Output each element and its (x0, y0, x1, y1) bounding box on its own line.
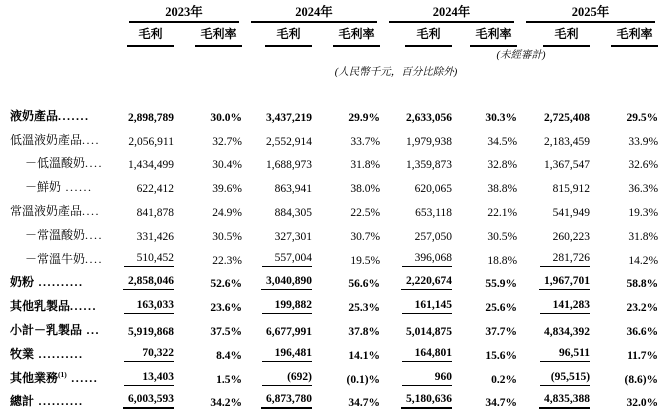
gross-margin-value-cell (174, 127, 242, 151)
cell-value: 22.1% (487, 206, 518, 219)
gross-margin-column-header: 毛利率 (452, 23, 517, 47)
year-header-2025: 2025年 (517, 2, 658, 23)
row-label: －常溫酸奶 (25, 227, 86, 242)
row-label-cell (8, 127, 120, 151)
year-header-2023: 2023年 (120, 2, 242, 23)
gross-margin-value-cell (312, 198, 380, 222)
gross-margin-value-cell (174, 317, 242, 341)
gross-margin-value-cell (452, 246, 517, 270)
cell-value: 52.6% (210, 278, 243, 291)
gross-profit-value-cell (120, 127, 174, 151)
gross-profit-value-cell (242, 127, 312, 151)
gross-margin-value-cell (590, 246, 658, 270)
gross-margin-value-cell (174, 246, 242, 270)
gross-margin-value-cell (174, 151, 242, 175)
dot-leader: .... (85, 156, 104, 171)
cell-value: 32.8% (487, 159, 518, 172)
cell-value: 2,858,046 (123, 275, 174, 290)
table-row (8, 103, 658, 127)
row-label-cell (8, 222, 120, 246)
gross-margin-column-header: 毛利率 (312, 23, 380, 47)
gross-profit-value-cell (120, 317, 174, 341)
gross-margin-value-cell (312, 246, 380, 270)
table-body (8, 103, 658, 412)
gross-profit-value-cell (242, 222, 312, 246)
unaudited-note: (未經審計) (496, 50, 546, 61)
gross-profit-value-cell (120, 222, 174, 246)
gross-profit-value-cell (380, 198, 452, 222)
gross-profit-value-cell (242, 198, 312, 222)
row-label: －低溫酸奶 (25, 156, 86, 171)
gross-profit-column-header: 毛利 (380, 23, 452, 47)
gross-margin-value-cell (312, 151, 380, 175)
cell-value: 30.3% (485, 111, 518, 124)
row-label-cell (8, 103, 120, 127)
gross-margin-value-cell (452, 317, 517, 341)
dot-leader: ...... (70, 299, 98, 314)
table-row (8, 174, 658, 198)
gross-profit-value-cell (242, 246, 312, 270)
cell-value: 2,056,911 (128, 135, 174, 148)
cell-value: 14.1% (348, 349, 381, 362)
currency-note-row (8, 62, 658, 79)
gross-profit-value-cell (120, 151, 174, 175)
gross-margin-value-cell (452, 103, 517, 127)
cell-value: 541,949 (552, 206, 591, 219)
gross-margin-value-cell (590, 222, 658, 246)
row-label-cell (8, 151, 120, 175)
cell-value: 25.6% (485, 302, 518, 315)
gross-profit-value-cell (517, 317, 590, 341)
gross-profit-column-header: 毛利 (517, 23, 590, 47)
dot-leader: ....... (58, 108, 90, 123)
gross-profit-column-header: 毛利 (120, 23, 174, 47)
gross-margin-value-cell (590, 174, 658, 198)
cell-value: 22.5% (350, 206, 381, 219)
gross-profit-value-cell (517, 103, 590, 127)
gross-margin-value-cell (590, 365, 658, 389)
cell-value: 19.5% (350, 254, 381, 267)
row-label: 低溫液奶產品 (10, 132, 83, 147)
cell-value: 11.7% (627, 349, 659, 362)
gross-margin-value-cell (590, 341, 658, 365)
dot-leader: ... (82, 322, 101, 337)
row-label-cell (8, 174, 120, 198)
gross-profit-value-cell (242, 341, 312, 365)
cell-value: 39.6% (212, 183, 243, 196)
cell-value: 29.5% (626, 111, 659, 124)
cell-value: 1,434,499 (128, 159, 174, 172)
table-row (8, 270, 658, 294)
gross-profit-value-cell (517, 365, 590, 389)
cell-value: 31.8% (628, 230, 659, 243)
cell-value: 5,919,868 (128, 325, 174, 338)
gross-margin-value-cell (452, 127, 517, 151)
gross-profit-value-cell (517, 127, 590, 151)
cell-value: 2,725,408 (544, 111, 591, 124)
cell-value: 34.7% (485, 397, 518, 410)
gross-margin-column-header: 毛利率 (174, 23, 242, 47)
cell-value: 199,882 (262, 299, 312, 314)
cell-value: 25.3% (348, 302, 381, 315)
cell-value: 653,118 (415, 206, 453, 219)
cell-value: 5,180,636 (401, 393, 452, 409)
gross-profit-value-cell (120, 341, 174, 365)
cell-value: 163,033 (124, 299, 174, 314)
gross-margin-value-cell (312, 174, 380, 198)
gross-profit-column-header: 毛利 (242, 23, 312, 47)
gross-profit-value-cell (120, 174, 174, 198)
header-spacer (8, 79, 658, 103)
gross-margin-value-cell (452, 198, 517, 222)
gross-margin-value-cell (590, 389, 658, 413)
cell-value: 18.8% (487, 254, 518, 267)
row-label: 其他業務 (10, 370, 59, 385)
gross-profit-value-cell (380, 174, 452, 198)
cell-value: 6,873,780 (261, 393, 312, 409)
unaudited-note-row (8, 47, 658, 62)
table-row (8, 293, 658, 317)
gross-margin-value-cell (174, 174, 242, 198)
gross-margin-value-cell (312, 317, 380, 341)
cell-value: 96,511 (540, 347, 590, 362)
cell-value: 3,040,890 (261, 275, 312, 290)
dot-leader: .... (85, 227, 104, 242)
gross-margin-value-cell (452, 222, 517, 246)
gross-profit-value-cell (380, 246, 452, 270)
row-label-cell (8, 389, 120, 413)
cell-value: 34.7% (348, 397, 381, 410)
cell-value: 14.2% (628, 254, 659, 267)
gross-profit-value-cell (120, 293, 174, 317)
cell-value: 36.3% (628, 183, 659, 196)
dot-leader: .... (82, 203, 101, 218)
row-label: －鮮奶 (25, 180, 62, 195)
row-label-cell (8, 246, 120, 270)
dot-leader: .......... (34, 346, 84, 361)
dot-leader: ...... (61, 180, 93, 195)
cell-value: 37.5% (210, 325, 243, 338)
cell-value: 55.9% (485, 278, 518, 291)
gross-margin-value-cell (312, 103, 380, 127)
gross-profit-value-cell (380, 365, 452, 389)
gross-margin-value-cell (590, 317, 658, 341)
cell-value: 6,003,593 (123, 393, 174, 409)
gross-margin-value-cell (452, 151, 517, 175)
cell-value: 29.9% (348, 111, 381, 124)
cell-value: (0.1)% (346, 373, 381, 386)
row-label-cell (8, 341, 120, 365)
gross-profit-value-cell (517, 151, 590, 175)
cell-value: 161,145 (402, 299, 452, 314)
cell-value: 58.8% (626, 278, 659, 291)
gross-margin-value-cell (174, 222, 242, 246)
gross-profit-value-cell (380, 293, 452, 317)
cell-value: 1,979,938 (406, 135, 453, 148)
row-label: 小計－乳製品 (10, 322, 83, 337)
cell-value: 24.9% (212, 206, 243, 219)
cell-value: 23.6% (210, 302, 243, 315)
cell-value: 37.7% (485, 325, 518, 338)
cell-value: 164,801 (402, 347, 452, 362)
row-label: 牧業 (10, 346, 35, 361)
cell-value: 622,412 (136, 183, 174, 196)
label-column-header (8, 2, 120, 23)
gross-margin-value-cell (312, 127, 380, 151)
dot-leader: .... (85, 251, 104, 266)
cell-value: 327,301 (274, 230, 313, 243)
gross-profit-value-cell (120, 198, 174, 222)
row-label-cell (8, 198, 120, 222)
gross-margin-value-cell (312, 365, 380, 389)
gross-profit-value-cell (380, 127, 452, 151)
cell-value: 32.7% (212, 135, 243, 148)
cell-value: 22.3% (212, 254, 243, 267)
cell-value: 4,834,392 (544, 325, 591, 338)
gross-margin-value-cell (452, 365, 517, 389)
cell-value: 281,726 (540, 252, 590, 267)
gross-margin-value-cell (590, 270, 658, 294)
year-header-2024-interim: 2024年 (380, 2, 517, 23)
gross-profit-value-cell (380, 151, 452, 175)
gross-margin-value-cell (312, 222, 380, 246)
cell-value: 1,688,973 (266, 159, 313, 172)
cell-value: 70,322 (124, 347, 174, 362)
gross-profit-value-cell (517, 222, 590, 246)
cell-value: (95,515) (540, 371, 590, 386)
row-label-cell (8, 317, 120, 341)
cell-value: 23.2% (626, 302, 659, 315)
gross-margin-value-cell (590, 151, 658, 175)
cell-value: 30.0% (210, 111, 243, 124)
cell-value: 2,633,056 (406, 111, 453, 124)
table-row (8, 341, 658, 365)
cell-value: 841,878 (136, 206, 174, 219)
cell-value: 5,014,875 (406, 325, 453, 338)
financial-document-page (0, 2, 660, 415)
footnote-marker: (1) (58, 369, 67, 379)
cell-value: (692) (262, 371, 312, 386)
cell-value: 815,912 (552, 183, 591, 196)
gross-profit-value-cell (517, 270, 590, 294)
gross-margin-column-header: 毛利率 (590, 23, 658, 47)
cell-value: 331,426 (136, 230, 174, 243)
cell-value: 196,481 (262, 347, 312, 362)
gross-margin-value-cell (452, 389, 517, 413)
gross-margin-value-cell (174, 293, 242, 317)
gross-margin-value-cell (174, 103, 242, 127)
gross-margin-value-cell (312, 293, 380, 317)
gross-profit-value-cell (380, 389, 452, 413)
column-header-row (8, 23, 658, 47)
cell-value: 34.5% (487, 135, 518, 148)
cell-value: 620,065 (414, 183, 453, 196)
gross-margin-value-cell (452, 174, 517, 198)
table-row (8, 151, 658, 175)
gross-profit-value-cell (380, 341, 452, 365)
gross-margin-value-cell (174, 365, 242, 389)
dot-leader: .......... (34, 275, 84, 290)
cell-value: 30.5% (212, 230, 243, 243)
cell-value: 31.8% (350, 159, 381, 172)
dot-leader: ...... (66, 370, 99, 385)
gross-profit-value-cell (242, 270, 312, 294)
table-row (8, 389, 658, 413)
gross-margin-value-cell (452, 341, 517, 365)
gross-profit-value-cell (380, 103, 452, 127)
gross-profit-value-cell (120, 389, 174, 413)
gross-profit-value-cell (517, 389, 590, 413)
year-header-row (8, 2, 658, 23)
row-label: 奶粉 (10, 275, 35, 290)
gross-profit-table (8, 2, 658, 412)
gross-profit-value-cell (120, 365, 174, 389)
table-row (8, 127, 658, 151)
gross-margin-value-cell (590, 127, 658, 151)
gross-profit-value-cell (242, 151, 312, 175)
cell-value: 510,452 (124, 252, 174, 267)
cell-value: 30.4% (212, 159, 243, 172)
gross-margin-value-cell (590, 293, 658, 317)
currency-note: (人民幣千元，百分比除外) (334, 67, 458, 78)
gross-margin-value-cell (312, 270, 380, 294)
row-label-cell (8, 293, 120, 317)
cell-value: 1,367,547 (544, 159, 591, 172)
gross-margin-value-cell (174, 198, 242, 222)
gross-profit-value-cell (242, 103, 312, 127)
gross-profit-value-cell (120, 103, 174, 127)
cell-value: 960 (402, 371, 452, 386)
table-row (8, 317, 658, 341)
gross-profit-value-cell (517, 198, 590, 222)
cell-value: 8.4% (216, 349, 243, 362)
gross-profit-value-cell (380, 317, 452, 341)
dot-leader: .......... (34, 394, 84, 409)
cell-value: 30.5% (487, 230, 518, 243)
gross-profit-value-cell (242, 389, 312, 413)
gross-profit-value-cell (242, 317, 312, 341)
cell-value: 32.6% (628, 159, 659, 172)
row-label: －常溫牛奶 (25, 251, 86, 266)
gross-profit-value-cell (380, 270, 452, 294)
cell-value: 34.2% (210, 397, 243, 410)
gross-profit-value-cell (517, 341, 590, 365)
cell-value: 1,967,701 (539, 275, 590, 290)
cell-value: 13,403 (124, 371, 174, 386)
cell-value: 2,898,789 (128, 111, 174, 124)
cell-value: 1,359,873 (406, 159, 453, 172)
gross-margin-value-cell (590, 198, 658, 222)
cell-value: (8.6)% (624, 373, 659, 386)
table-row (8, 222, 658, 246)
cell-value: 884,305 (274, 206, 313, 219)
table-row (8, 365, 658, 389)
cell-value: 557,004 (262, 252, 312, 267)
row-label-cell (8, 365, 120, 389)
cell-value: 15.6% (485, 349, 518, 362)
cell-value: 37.8% (348, 325, 381, 338)
gross-margin-value-cell (174, 389, 242, 413)
table-row (8, 198, 658, 222)
gross-margin-value-cell (590, 103, 658, 127)
table-row (8, 246, 658, 270)
cell-value: 396,068 (402, 252, 452, 267)
row-label: 總計 (10, 394, 35, 409)
cell-value: 2,183,459 (544, 135, 591, 148)
cell-value: 33.9% (628, 135, 659, 148)
cell-value: 257,050 (414, 230, 453, 243)
cell-value: 36.6% (626, 325, 659, 338)
cell-value: 4,835,388 (539, 393, 590, 409)
cell-value: 863,941 (274, 183, 313, 196)
row-label-cell (8, 270, 120, 294)
gross-profit-value-cell (120, 270, 174, 294)
cell-value: 33.7% (350, 135, 381, 148)
cell-value: 2,552,914 (266, 135, 313, 148)
gross-margin-value-cell (452, 293, 517, 317)
gross-profit-value-cell (517, 293, 590, 317)
row-label: 常溫液奶產品 (10, 203, 83, 218)
cell-value: 141,283 (540, 299, 590, 314)
gross-profit-value-cell (380, 222, 452, 246)
cell-value: 30.7% (350, 230, 381, 243)
row-label: 其他乳製品 (10, 299, 71, 314)
cell-value: 19.3% (628, 206, 659, 219)
gross-margin-value-cell (312, 389, 380, 413)
cell-value: 6,677,991 (266, 325, 313, 338)
row-label: 液奶產品 (10, 108, 59, 123)
cell-value: 56.6% (348, 278, 381, 291)
gross-margin-value-cell (174, 341, 242, 365)
table-header (8, 2, 658, 103)
gross-profit-value-cell (242, 365, 312, 389)
cell-value: 0.2% (491, 373, 518, 386)
gross-margin-value-cell (312, 341, 380, 365)
gross-profit-value-cell (517, 246, 590, 270)
cell-value: 32.0% (626, 397, 659, 410)
cell-value: 2,220,674 (401, 275, 452, 290)
cell-value: 38.0% (350, 183, 381, 196)
dot-leader: .... (82, 132, 101, 147)
cell-value: 260,223 (552, 230, 591, 243)
cell-value: 1.5% (216, 373, 243, 386)
gross-profit-value-cell (120, 246, 174, 270)
year-header-2024: 2024年 (242, 2, 380, 23)
cell-value: 3,437,219 (266, 111, 313, 124)
cell-value: 38.8% (487, 183, 518, 196)
gross-margin-value-cell (174, 270, 242, 294)
gross-profit-value-cell (242, 293, 312, 317)
gross-margin-value-cell (452, 270, 517, 294)
gross-profit-value-cell (242, 174, 312, 198)
gross-profit-value-cell (517, 174, 590, 198)
